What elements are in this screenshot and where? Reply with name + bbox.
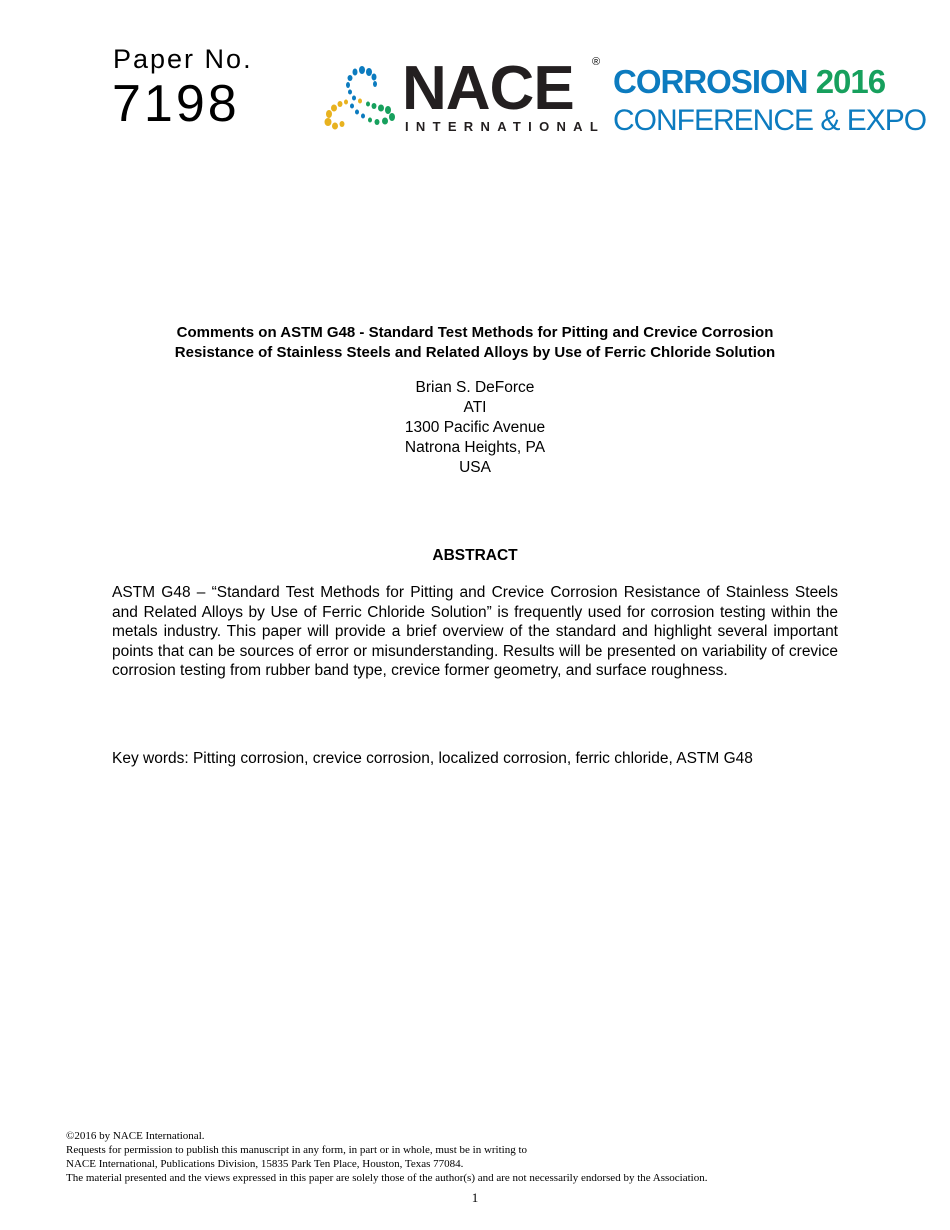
paper-title — [0, 323, 950, 363]
event-subtitle: CONFERENCE & EXPO — [613, 104, 927, 137]
footer-line: ©2016 by NACE International. — [66, 1130, 205, 1142]
nace-logo-subtitle: INTERNATIONAL — [405, 119, 606, 134]
author-block — [0, 378, 950, 478]
footer-line: NACE International, Publications Division, 15835 Park Ten Place, Houston, Texas 77084. — [66, 1158, 464, 1170]
author-name: Brian S. DeForce — [415, 379, 535, 396]
nace-logo-text: NACE — [402, 54, 574, 123]
paper-number: 7198 — [112, 75, 240, 133]
keywords: Key words: Pitting corrosion, crevice corrosion, localized corrosion, ferric chloride, ASTM G48 — [112, 750, 753, 767]
author-city: Natrona Heights, PA — [404, 439, 546, 456]
abstract-text: ASTM G48 – “Standard Test Methods for Pitting and Crevice Corrosion Resistance of Stainless Steels and Related Alloys by Use of Ferric Chloride Solution” is frequently used for corrosion testing within the metals industry. This paper will provide a brief overview of the standard and highlight several important points that can be sources of error or misunderstanding. Results will be presented on variability of crevice corrosion testing from rubber band type, crevice former geometry, and surface roughness. — [112, 584, 838, 680]
footer-line: Requests for permission to publish this manuscript in any form, in part or in whole, must be in writing to — [66, 1144, 528, 1156]
copyright-footer — [66, 1129, 707, 1185]
event-name: CORROSION — [613, 63, 808, 100]
paper-number-label: Paper No. — [113, 44, 253, 74]
abstract-heading: ABSTRACT — [432, 547, 518, 564]
title-line-1: Comments on ASTM G48 - Standard Test Methods for Pitting and Crevice Corrosion — [176, 324, 774, 341]
author-country: USA — [459, 459, 491, 476]
event-title — [613, 63, 885, 101]
registered-mark: ® — [592, 56, 601, 68]
author-street: 1300 Pacific Avenue — [404, 419, 546, 436]
event-year: 2016 — [815, 63, 886, 100]
author-org: ATI — [463, 399, 487, 416]
page-number: 1 — [471, 1190, 479, 1205]
title-line-2: Resistance of Stainless Steels and Related Alloys by Use of Ferric Chloride Solution — [174, 344, 776, 361]
footer-line: The material presented and the views expressed in this paper are solely those of the author(s) and are not necessarily endorsed by the Association. — [66, 1172, 708, 1184]
nace-logo-swirl-icon — [322, 62, 398, 134]
